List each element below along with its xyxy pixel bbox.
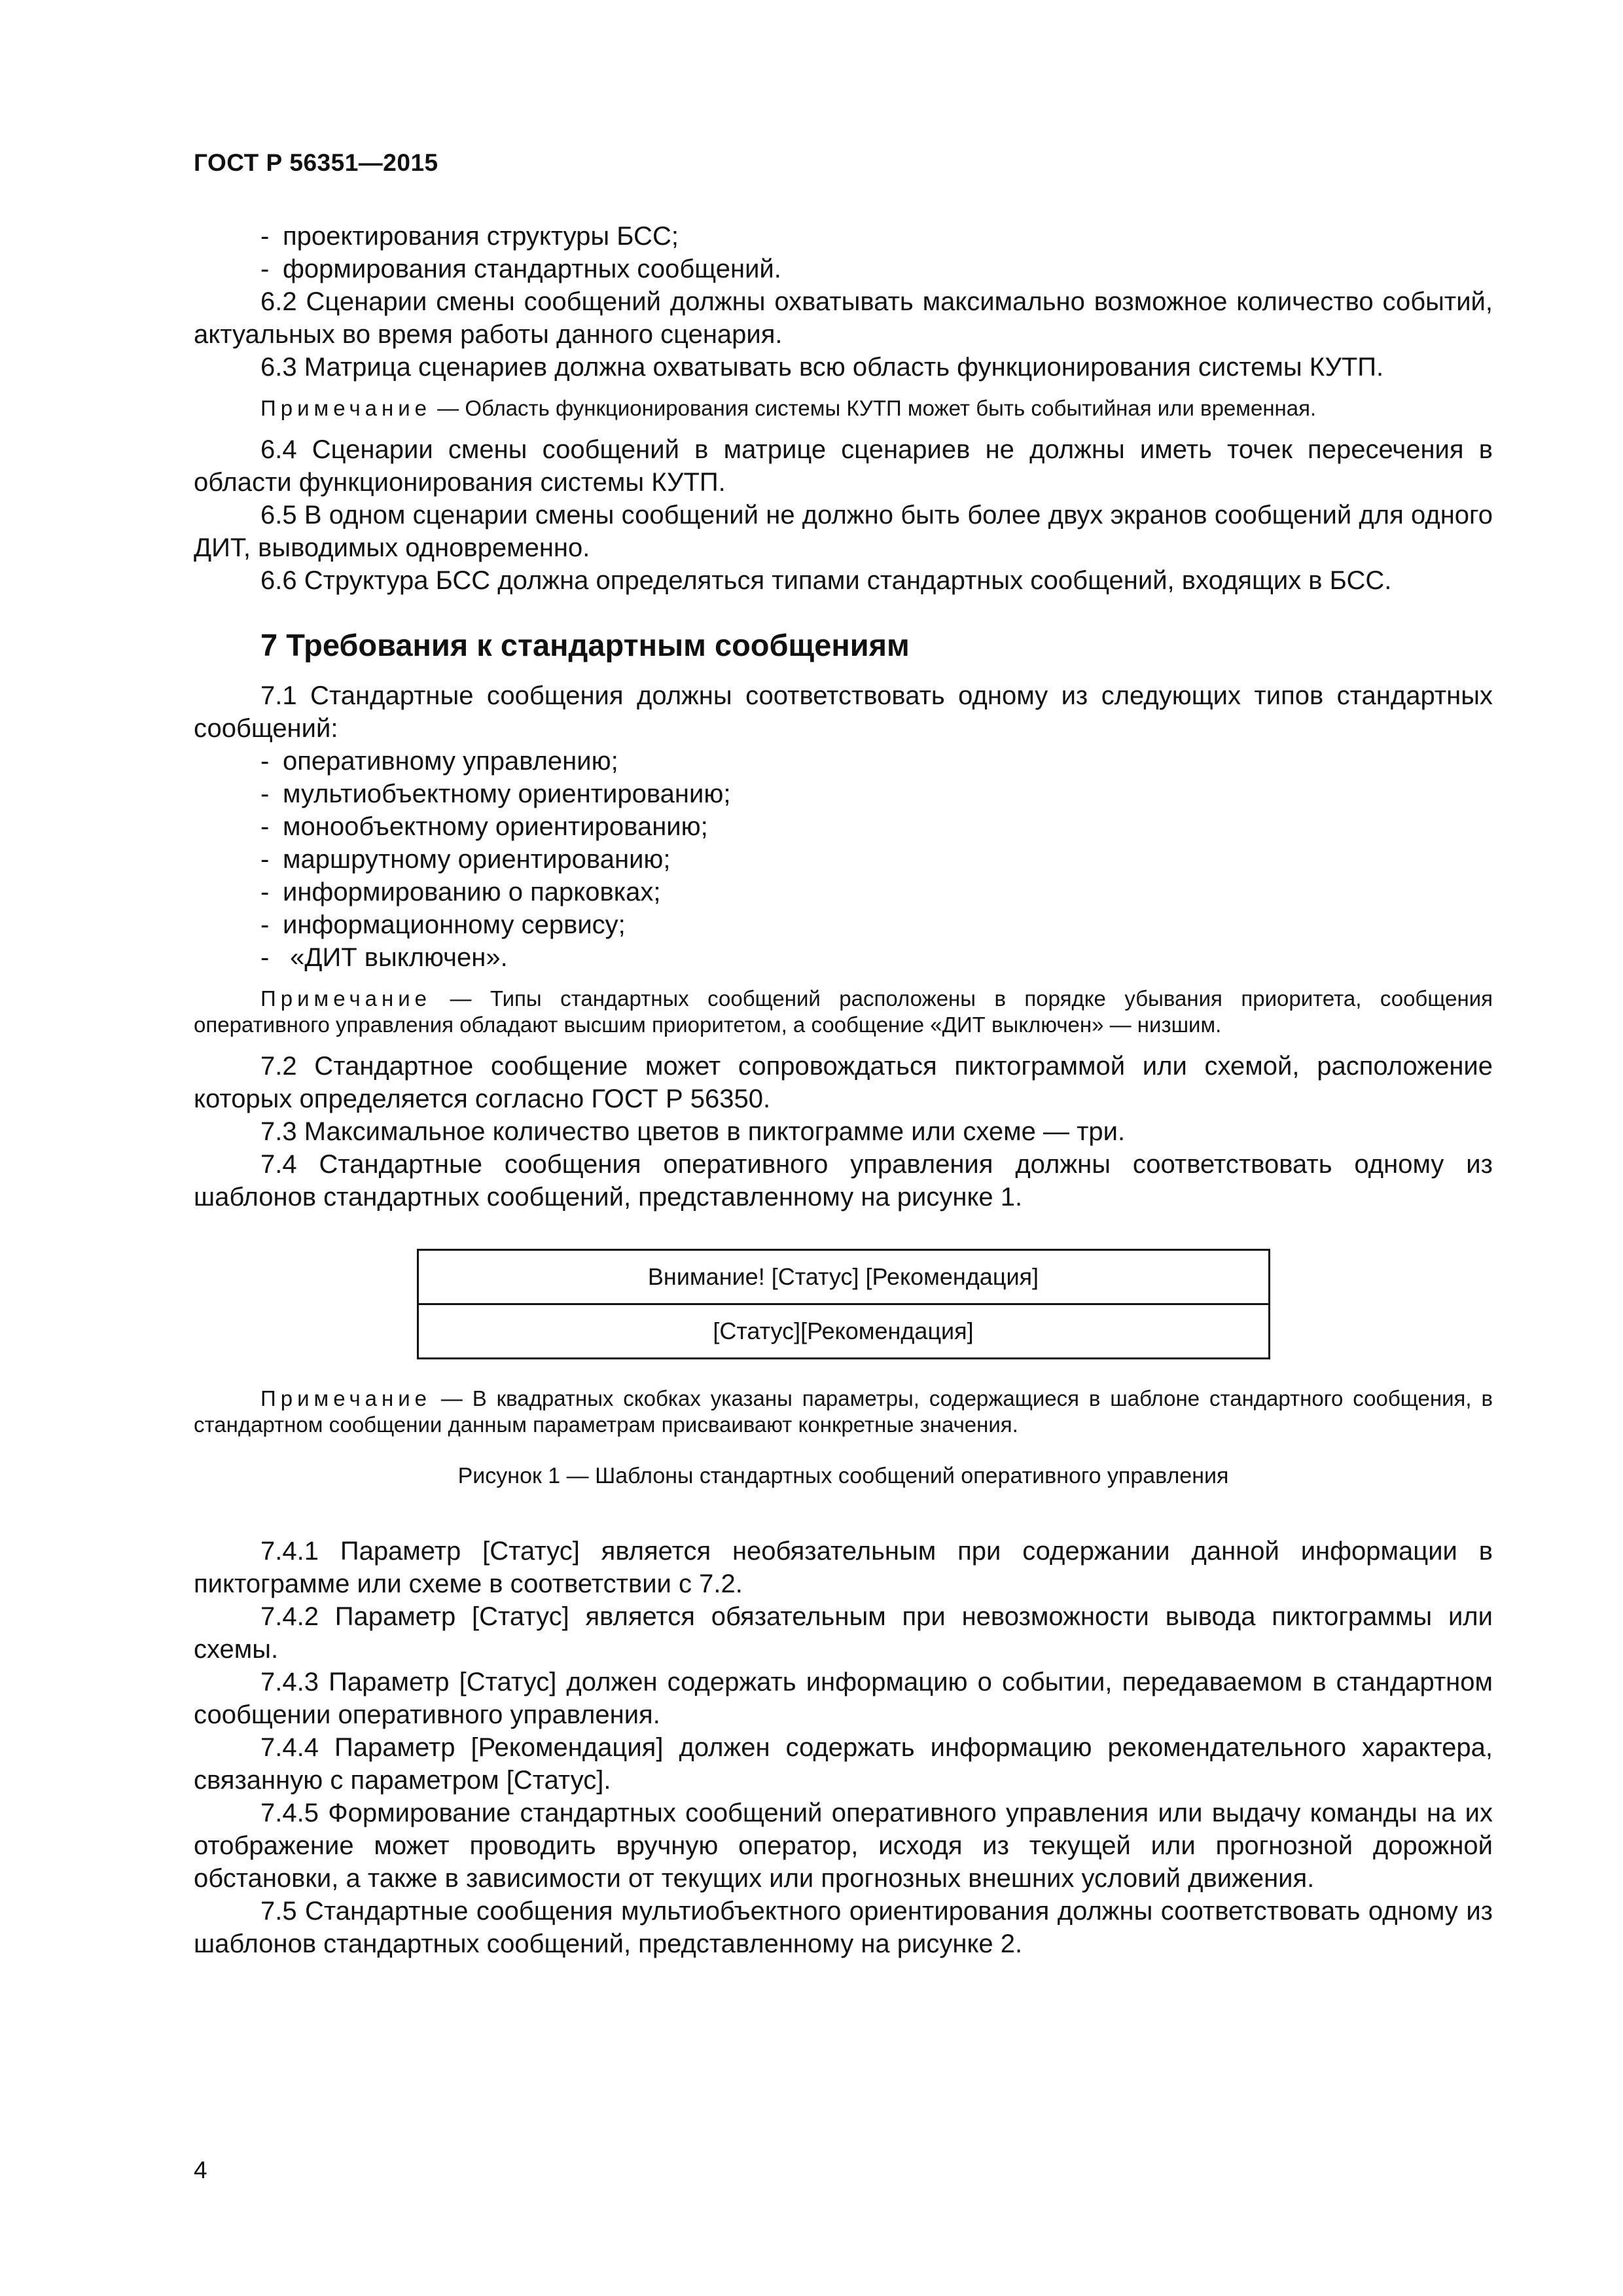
- list-item: - монообъектному ориентированию;: [260, 812, 708, 841]
- note-3: Примечание — В квадратных скобках указаны параметры, содержащиеся в шаблоне стандартного сообщения, в стандартном сообщении данным параметрам присваивают конкретные значения.: [194, 1386, 1493, 1437]
- paragraph-6-4: 6.4 Сценарии смены сообщений в матрице сценариев не должны иметь точек пересечения в области функционирования системы КУТП.: [194, 435, 1493, 497]
- paragraph-6-6: 6.6 Структура БСС должна определяться типами стандартных сообщений, входящих в БСС.: [260, 566, 1392, 595]
- paragraph-7-3: 7.3 Максимальное количество цветов в пиктограмме или схеме — три.: [260, 1117, 1126, 1146]
- note-1: Примечание — Область функционирования системы КУТП может быть событийная или временная.: [260, 396, 1317, 420]
- section-7-title: 7 Требования к стандартным сообщениям: [260, 628, 910, 662]
- figure-1-caption: Рисунок 1 — Шаблоны стандартных сообщений оперативного управления: [457, 1463, 1229, 1488]
- figure-1-table: [417, 1249, 1270, 1359]
- paragraph-7-4-3: 7.4.3 Параметр [Статус] должен содержать информацию о событии, передаваемом в стандартном сообщении оперативного управления.: [194, 1668, 1493, 1729]
- paragraph-7-4-5: 7.4.5 Формирование стандартных сообщений оперативного управления или выдачу команды на их отображение может проводить вручную оператор, исходя из текущей или прогнозной дорожной обстановки, а также в зависимости от текущих или прогнозных внешних условий движения.: [194, 1799, 1493, 1893]
- paragraph-6-5: 6.5 В одном сценарии смены сообщений не должно быть более двух экранов сообщений для одного ДИТ, выводимых одновременно.: [194, 501, 1493, 562]
- paragraph-7-4-1: 7.4.1 Параметр [Статус] является необязательным при содержании данной информации в пиктограмме или схеме в соответствии с 7.2.: [194, 1537, 1493, 1598]
- list-item: - формирования стандартных сообщений.: [260, 255, 781, 283]
- paragraph-7-1: 7.1 Стандартные сообщения должны соответствовать одному из следующих типов стандартных сообщений:: [194, 681, 1493, 743]
- list-item: - проектирования структуры БСС;: [260, 222, 679, 251]
- page-number: 4: [194, 2157, 207, 2183]
- document-body: [194, 220, 1493, 1960]
- list-item: - мультиобъектному ориентированию;: [260, 780, 731, 808]
- paragraph-7-5: 7.5 Стандартные сообщения мультиобъектного ориентирования должны соответствовать одному из шаблонов стандартных сообщений, представленному на рисунке 2.: [194, 1897, 1493, 1958]
- list-item: - информационному сервису;: [260, 910, 626, 939]
- list-item: - маршрутному ориентированию;: [260, 845, 671, 874]
- document-header: ГОСТ Р 56351—2015: [194, 149, 438, 176]
- list-item: - информированию о парковках;: [260, 878, 661, 906]
- figure-1-row: Внимание! [Статус] [Рекомендация]: [647, 1263, 1039, 1290]
- list-item: - оперативному управлению;: [260, 747, 618, 776]
- list-item: - «ДИТ выключен».: [260, 943, 508, 972]
- paragraph-7-2: 7.2 Стандартное сообщение может сопровождаться пиктограммой или схемой, расположение которых определяется согласно ГОСТ Р 56350.: [194, 1052, 1493, 1113]
- note-2: Примечание — Типы стандартных сообщений расположены в порядке убывания приоритета, сообщения оперативного управления обладают высшим приоритетом, а сообщение «ДИТ выключен» — низшим.: [194, 986, 1493, 1037]
- paragraph-7-4-4: 7.4.4 Параметр [Рекомендация] должен содержать информацию рекомендательного характера, связанную с параметром [Статус].: [194, 1733, 1493, 1795]
- paragraph-7-4: 7.4 Стандартные сообщения оперативного управления должны соответствовать одному из шаблонов стандартных сообщений, представленному на рисунке 1.: [194, 1150, 1493, 1211]
- paragraph-7-4-2: 7.4.2 Параметр [Статус] является обязательным при невозможности вывода пиктограммы или схемы.: [194, 1602, 1493, 1664]
- paragraph-6-2: 6.2 Сценарии смены сообщений должны охватывать максимально возможное количество событий, актуальных во время работы данного сценария.: [194, 287, 1493, 349]
- figure-1-row: [Статус][Рекомендация]: [419, 1303, 1268, 1357]
- paragraph-6-3: 6.3 Матрица сценариев должна охватывать всю область функционирования системы КУТП.: [260, 353, 1384, 382]
